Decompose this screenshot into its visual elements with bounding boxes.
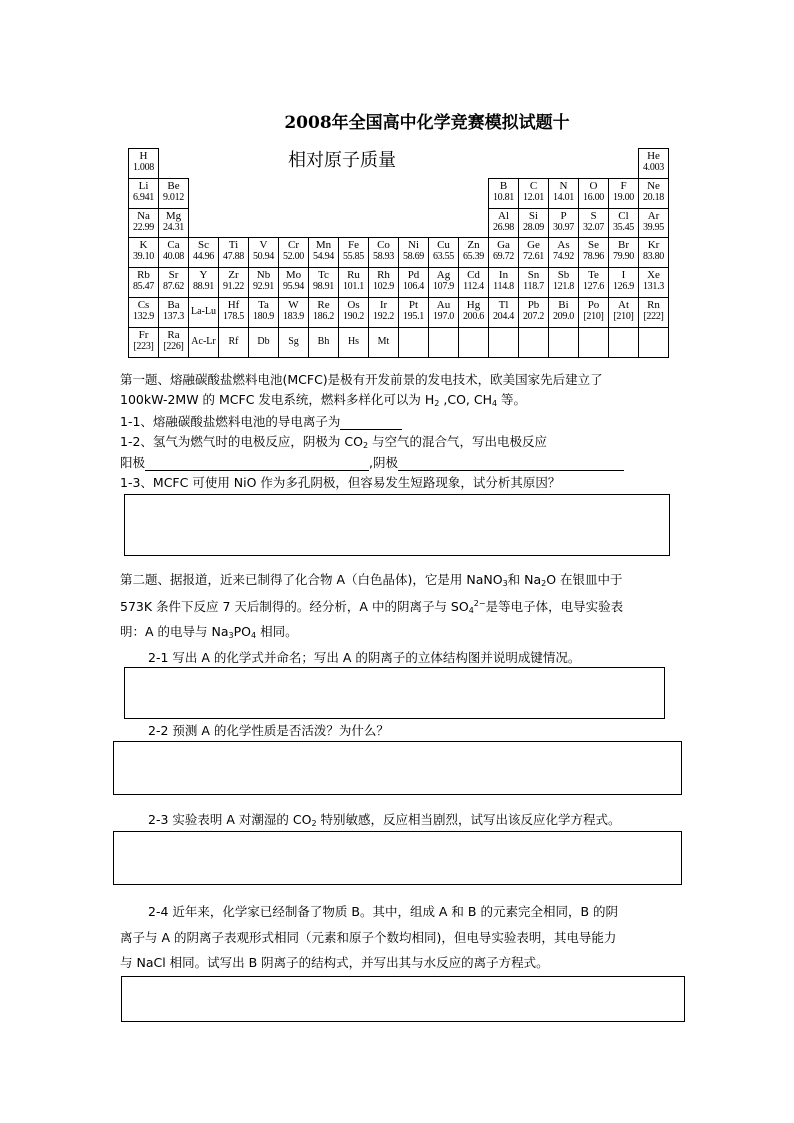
atomic-mass: 55.85 bbox=[342, 251, 364, 263]
element-cell bbox=[548, 178, 579, 209]
element-symbol: In bbox=[498, 269, 509, 282]
element-symbol: Al bbox=[498, 209, 509, 222]
atomic-mass: 192.2 bbox=[372, 311, 394, 322]
element-cell bbox=[128, 148, 159, 179]
element-symbol: Ca bbox=[167, 239, 180, 252]
atomic-mass: [210] bbox=[613, 311, 634, 322]
element-symbol: Cl bbox=[618, 209, 629, 222]
element-cell bbox=[248, 237, 279, 268]
atomic-mass: 14.01 bbox=[552, 191, 574, 203]
atomic-mass: 178.5 bbox=[222, 311, 244, 322]
element-symbol: Cr bbox=[288, 239, 299, 252]
element-cell bbox=[458, 237, 489, 268]
element-cell bbox=[608, 178, 639, 209]
element-cell bbox=[398, 267, 429, 298]
atomic-mass: 195.1 bbox=[402, 311, 424, 322]
element-symbol: Ru bbox=[347, 269, 360, 282]
element-symbol: Hg bbox=[466, 299, 481, 311]
element-symbol: Zr bbox=[228, 269, 239, 282]
atomic-mass: [223] bbox=[133, 340, 154, 352]
atomic-mass: 137.3 bbox=[162, 311, 184, 322]
atomic-mass: 10.81 bbox=[492, 191, 514, 203]
element-cell bbox=[608, 237, 639, 268]
element-symbol: B bbox=[499, 179, 508, 192]
element-cell bbox=[248, 327, 279, 358]
atomic-mass: 47.88 bbox=[222, 251, 244, 263]
element-cell bbox=[458, 297, 489, 328]
element-symbol: Co bbox=[377, 239, 390, 252]
element-cell bbox=[428, 327, 459, 358]
element-cell bbox=[518, 208, 549, 239]
element-cell bbox=[308, 237, 339, 268]
element-cell bbox=[428, 237, 459, 268]
element-cell bbox=[518, 178, 549, 209]
atomic-mass: 91.22 bbox=[222, 281, 244, 293]
element-cell bbox=[608, 208, 639, 239]
element-cell bbox=[158, 267, 189, 298]
atomic-mass: 200.6 bbox=[462, 311, 484, 322]
element-symbol: K bbox=[139, 239, 148, 252]
element-symbol: Ba bbox=[167, 299, 180, 311]
element-cell bbox=[218, 267, 249, 298]
element-symbol: V bbox=[259, 239, 268, 252]
element-cell bbox=[398, 327, 429, 358]
element-symbol: Ne bbox=[647, 179, 660, 192]
element-symbol: Rh bbox=[377, 269, 390, 282]
element-symbol: Ni bbox=[408, 239, 419, 252]
element-cell bbox=[548, 297, 579, 328]
atomic-mass: 26.98 bbox=[492, 221, 514, 233]
element-cell bbox=[308, 267, 339, 298]
element-symbol: He bbox=[647, 150, 660, 162]
atomic-mass: 197.0 bbox=[432, 311, 454, 322]
element-cell bbox=[488, 178, 519, 209]
element-cell bbox=[188, 267, 219, 298]
element-symbol: At bbox=[618, 299, 629, 311]
element-cell bbox=[578, 178, 609, 209]
atomic-mass: 118.7 bbox=[523, 281, 544, 293]
element-cell bbox=[368, 327, 399, 358]
element-symbol: Sc bbox=[198, 239, 209, 252]
element-cell bbox=[428, 267, 459, 298]
element-cell bbox=[188, 237, 219, 268]
question-1-3: 1-3、MCFC 可使用 NiO 作为多孔阴极，但容易发生短路现象，试分析其原因？ bbox=[120, 475, 561, 490]
element-cell bbox=[338, 297, 369, 328]
atomic-mass: 30.97 bbox=[552, 221, 574, 233]
element-symbol: Rf bbox=[228, 335, 239, 347]
element-cell bbox=[428, 297, 459, 328]
element-cell bbox=[128, 178, 159, 209]
element-cell bbox=[308, 327, 339, 358]
element-cell bbox=[548, 327, 579, 358]
element-cell bbox=[368, 297, 399, 328]
element-cell bbox=[518, 327, 549, 358]
atomic-mass: 28.09 bbox=[522, 221, 544, 233]
element-symbol: S bbox=[590, 209, 597, 222]
atomic-mass: 127.6 bbox=[582, 281, 604, 293]
element-cell bbox=[518, 297, 549, 328]
atomic-mass: 16.00 bbox=[582, 191, 604, 203]
element-symbol: Bi bbox=[558, 299, 569, 311]
atomic-mass: 72.61 bbox=[522, 251, 544, 263]
element-symbol: Sb bbox=[557, 269, 570, 282]
atomic-mass: 69.72 bbox=[492, 251, 514, 263]
element-symbol: Ir bbox=[379, 299, 388, 311]
element-symbol: Se bbox=[588, 239, 599, 252]
element-symbol: La-Lu bbox=[191, 306, 216, 317]
atomic-mass: 190.2 bbox=[342, 311, 364, 322]
element-cell bbox=[128, 327, 159, 358]
atomic-mass: 39.10 bbox=[132, 251, 154, 263]
element-symbol: I bbox=[621, 269, 626, 282]
element-symbol: Mt bbox=[377, 335, 390, 347]
element-cell bbox=[518, 237, 549, 268]
element-cell bbox=[368, 237, 399, 268]
atomic-mass: 6.941 bbox=[132, 191, 154, 203]
element-cell bbox=[578, 237, 609, 268]
atomic-mass: 85.47 bbox=[132, 281, 154, 293]
element-symbol: Mg bbox=[165, 209, 182, 222]
atomic-mass: 63.55 bbox=[432, 251, 454, 263]
element-cell bbox=[218, 327, 249, 358]
element-symbol: Cd bbox=[467, 269, 480, 282]
element-cell bbox=[638, 297, 669, 328]
element-symbol: Os bbox=[347, 299, 360, 311]
element-cell bbox=[548, 237, 579, 268]
element-symbol: Ge bbox=[527, 239, 540, 252]
element-symbol: Y bbox=[199, 269, 208, 282]
element-symbol: Fr bbox=[138, 328, 149, 341]
element-symbol: Bh bbox=[317, 335, 330, 347]
element-cell bbox=[458, 267, 489, 298]
atomic-mass: [226] bbox=[163, 340, 184, 352]
atomic-mass: 112.4 bbox=[463, 281, 484, 293]
element-symbol: Ar bbox=[647, 209, 660, 222]
atomic-mass: 24.31 bbox=[162, 221, 184, 233]
atomic-mass: 12.01 bbox=[522, 191, 544, 203]
atomic-mass: 95.94 bbox=[282, 281, 304, 293]
q1-intro-line1: 第一题、熔融碳酸盐燃料电池(MCFC)是极有开发前景的发电技术，欧美国家先后建立了 bbox=[120, 372, 603, 387]
page-title: 2008年全国高中化学竞赛模拟试题十 bbox=[284, 113, 570, 133]
atomic-mass: 32.07 bbox=[582, 221, 604, 233]
answer-box-1-3[interactable] bbox=[124, 494, 670, 556]
element-cell bbox=[218, 297, 249, 328]
question-2-4-line2: 离子与 A 的阴离子表观形式相同（元素和原子个数均相同)，但电导实验表明，其电导能力 bbox=[120, 930, 617, 945]
atomic-mass: 1.008 bbox=[132, 162, 154, 173]
atomic-mass: 22.99 bbox=[132, 221, 154, 233]
element-symbol: Pd bbox=[407, 269, 420, 282]
element-symbol: Ag bbox=[436, 269, 451, 282]
atomic-mass: 54.94 bbox=[312, 251, 334, 263]
element-symbol: Sg bbox=[288, 335, 299, 347]
atomic-mass: 58.93 bbox=[372, 251, 394, 263]
question-1-2: 1-2、氢气为燃气时的电极反应，阴极为 $CO_2$ 与空气的混合气，写出电极反应 bbox=[120, 434, 548, 450]
element-symbol: O bbox=[589, 179, 598, 192]
atomic-mass: 74.92 bbox=[552, 251, 574, 263]
element-cell bbox=[488, 327, 519, 358]
element-symbol: Re bbox=[317, 299, 330, 311]
element-symbol: Ti bbox=[228, 239, 239, 252]
element-cell bbox=[518, 267, 549, 298]
element-cell bbox=[638, 327, 669, 358]
element-cell bbox=[158, 327, 189, 358]
element-symbol: Tl bbox=[498, 299, 509, 311]
element-cell bbox=[488, 237, 519, 268]
element-symbol: P bbox=[560, 209, 567, 222]
element-cell bbox=[368, 267, 399, 298]
atomic-mass: 121.8 bbox=[552, 281, 574, 293]
element-cell bbox=[128, 267, 159, 298]
atomic-mass: 106.4 bbox=[402, 281, 424, 293]
element-cell bbox=[638, 178, 669, 209]
question-2-2: 2-2 预测 A 的化学性质是否活泼？为什么？ bbox=[148, 723, 389, 738]
atomic-mass: 107.9 bbox=[432, 281, 454, 293]
element-cell bbox=[638, 148, 669, 179]
element-cell bbox=[188, 327, 219, 358]
q2-intro-line3: 明：A 的电导与 $Na_3PO_4$ 相同。 bbox=[120, 624, 298, 640]
element-symbol: Po bbox=[587, 299, 600, 311]
atomic-mass: 114.8 bbox=[493, 281, 514, 293]
element-symbol: Na bbox=[137, 209, 150, 222]
atomic-mass: 132.9 bbox=[132, 311, 154, 322]
element-cell bbox=[638, 267, 669, 298]
atomic-mass: 180.9 bbox=[252, 311, 274, 322]
periodic-table-heading: 相对原子质量 bbox=[288, 150, 396, 171]
element-cell bbox=[488, 267, 519, 298]
answer-blank-1-1[interactable] bbox=[340, 417, 402, 430]
answer-box-2-2[interactable] bbox=[113, 741, 682, 795]
element-cell bbox=[578, 327, 609, 358]
question-2-4-line1: 2-4 近年来，化学家已经制备了物质 B。其中，组成 A 和 B 的元素完全相同，B 的阴 bbox=[148, 904, 619, 919]
element-symbol: Be bbox=[167, 179, 180, 192]
element-cell bbox=[638, 237, 669, 268]
atomic-mass: 98.91 bbox=[312, 281, 334, 293]
answer-box-2-1[interactable] bbox=[124, 667, 665, 719]
element-symbol: Rb bbox=[137, 269, 150, 282]
element-cell bbox=[578, 267, 609, 298]
atomic-mass: 83.80 bbox=[642, 251, 664, 263]
element-symbol: Te bbox=[588, 269, 599, 282]
element-cell bbox=[278, 297, 309, 328]
question-2-3: 2-3 实验表明 A 对潮湿的 $CO_2$ 特别敏感，反应相当剧烈，试写出该反应化学方程式。 bbox=[148, 812, 621, 828]
element-cell bbox=[338, 327, 369, 358]
atomic-mass: 4.003 bbox=[642, 162, 664, 173]
anode-blank[interactable] bbox=[145, 458, 369, 471]
atomic-mass: 44.96 bbox=[192, 251, 214, 263]
atomic-mass: 35.45 bbox=[612, 221, 634, 233]
element-cell bbox=[128, 297, 159, 328]
atomic-mass: 92.91 bbox=[252, 281, 274, 293]
atomic-mass: 52.00 bbox=[282, 251, 304, 263]
element-symbol: Ta bbox=[258, 299, 269, 311]
element-cell bbox=[278, 237, 309, 268]
element-cell bbox=[248, 267, 279, 298]
element-symbol: Mn bbox=[315, 239, 332, 252]
atomic-mass: 126.9 bbox=[612, 281, 634, 293]
element-cell bbox=[578, 208, 609, 239]
element-cell bbox=[638, 208, 669, 239]
element-symbol: Ga bbox=[497, 239, 510, 252]
element-cell bbox=[608, 267, 639, 298]
element-cell bbox=[548, 267, 579, 298]
element-cell bbox=[458, 327, 489, 358]
element-symbol: Mo bbox=[285, 269, 302, 282]
element-symbol: C bbox=[529, 179, 538, 192]
element-cell bbox=[278, 267, 309, 298]
q2-intro-line1: 第二题、据报道，近来已制得了化合物 A（白色晶体)，它是用 NaNO$_3$和 $Na_2O$ 在银皿中于 bbox=[120, 572, 623, 588]
element-symbol: Br bbox=[618, 239, 629, 252]
answer-box-2-3[interactable] bbox=[113, 831, 682, 885]
atomic-mass: [222] bbox=[643, 311, 664, 322]
element-cell bbox=[188, 297, 219, 328]
element-symbol: Zn bbox=[467, 239, 480, 252]
element-cell bbox=[398, 297, 429, 328]
element-symbol: Cu bbox=[437, 239, 450, 252]
element-cell bbox=[548, 208, 579, 239]
q2-intro-line2: 573K 条件下反应 7 天后制得的。经分析，A 中的阴离子与 $SO_4^{2-}$是等电子体，电导实验表 bbox=[120, 598, 624, 615]
element-symbol: Pt bbox=[408, 299, 419, 311]
element-symbol: Tc bbox=[318, 269, 329, 282]
element-cell bbox=[218, 237, 249, 268]
atomic-mass: 87.62 bbox=[162, 281, 184, 293]
periodic-table bbox=[128, 148, 668, 356]
element-cell bbox=[338, 267, 369, 298]
element-symbol: Kr bbox=[647, 239, 660, 252]
atomic-mass: 183.9 bbox=[282, 311, 304, 322]
element-symbol: Nb bbox=[256, 269, 271, 282]
element-cell bbox=[488, 297, 519, 328]
element-cell bbox=[578, 297, 609, 328]
element-symbol: Ra bbox=[167, 328, 180, 341]
element-symbol: Pb bbox=[527, 299, 540, 311]
atomic-mass: 207.2 bbox=[522, 311, 544, 322]
element-symbol: Au bbox=[436, 299, 451, 311]
cathode-blank[interactable] bbox=[398, 458, 624, 471]
element-symbol: Hs bbox=[347, 335, 360, 347]
element-cell bbox=[398, 237, 429, 268]
element-symbol: Cs bbox=[137, 299, 150, 311]
element-symbol: N bbox=[559, 179, 568, 192]
question-1-1: 1-1、熔融碳酸盐燃料电池的导电离子为 bbox=[120, 412, 402, 430]
atomic-mass: 79.90 bbox=[612, 251, 634, 263]
element-symbol: Fe bbox=[348, 239, 359, 252]
atomic-mass: 131.3 bbox=[642, 281, 664, 293]
element-symbol: F bbox=[620, 179, 627, 192]
element-cell bbox=[278, 327, 309, 358]
q1-intro-line2: 100kW-2MW 的 MCFC 发电系统，燃料多样化可以为 $H_2$ ,CO, $CH_4$ 等。 bbox=[120, 392, 527, 408]
question-2-1: 2-1 写出 A 的化学式并命名；写出 A 的阴离子的立体结构图并说明成键情况。 bbox=[148, 650, 581, 665]
atomic-mass: 102.9 bbox=[372, 281, 394, 293]
element-symbol: H bbox=[139, 150, 148, 162]
atomic-mass: 65.39 bbox=[462, 251, 484, 263]
atomic-mass: 19.00 bbox=[612, 191, 634, 203]
element-symbol: Ac-Lr bbox=[191, 335, 216, 347]
atomic-mass: 209.0 bbox=[552, 311, 574, 322]
element-cell bbox=[608, 297, 639, 328]
element-cell bbox=[158, 237, 189, 268]
question-2-4-line3: 与 NaCl 相同。试写出 B 阴离子的结构式，并写出其与水反应的离子方程式。 bbox=[120, 955, 549, 970]
atomic-mass: 39.95 bbox=[642, 221, 664, 233]
element-symbol: Db bbox=[257, 335, 270, 347]
element-cell bbox=[158, 178, 189, 209]
electrode-line: 阳极 ,阴极 bbox=[120, 453, 624, 471]
element-cell bbox=[608, 327, 639, 358]
atomic-mass: 20.18 bbox=[642, 191, 664, 203]
atomic-mass: 88.91 bbox=[192, 281, 214, 293]
atomic-mass: 186.2 bbox=[312, 311, 334, 322]
atomic-mass: 40.08 bbox=[162, 251, 184, 263]
atomic-mass: 58.69 bbox=[402, 251, 424, 263]
element-cell bbox=[248, 297, 279, 328]
element-cell bbox=[488, 208, 519, 239]
element-cell bbox=[128, 208, 159, 239]
element-symbol: Hf bbox=[227, 299, 240, 311]
atomic-mass: 101.1 bbox=[342, 281, 364, 293]
element-symbol: Li bbox=[138, 179, 149, 192]
element-symbol: Sn bbox=[527, 269, 540, 282]
element-cell bbox=[128, 237, 159, 268]
element-cell bbox=[158, 208, 189, 239]
atomic-mass: 78.96 bbox=[582, 251, 604, 263]
atomic-mass: 9.012 bbox=[162, 191, 184, 203]
element-cell bbox=[308, 297, 339, 328]
element-symbol: Sr bbox=[168, 269, 179, 282]
element-symbol: As bbox=[557, 239, 570, 252]
element-symbol: W bbox=[288, 299, 299, 311]
element-cell bbox=[338, 237, 369, 268]
atomic-mass: 204.4 bbox=[492, 311, 514, 322]
atomic-mass: 50.94 bbox=[252, 251, 274, 263]
atomic-mass: [210] bbox=[583, 311, 604, 322]
element-symbol: Si bbox=[528, 209, 539, 222]
answer-box-2-4[interactable] bbox=[121, 976, 685, 1022]
element-cell bbox=[158, 297, 189, 328]
element-symbol: Xe bbox=[647, 269, 660, 282]
element-symbol: Rn bbox=[647, 299, 660, 311]
